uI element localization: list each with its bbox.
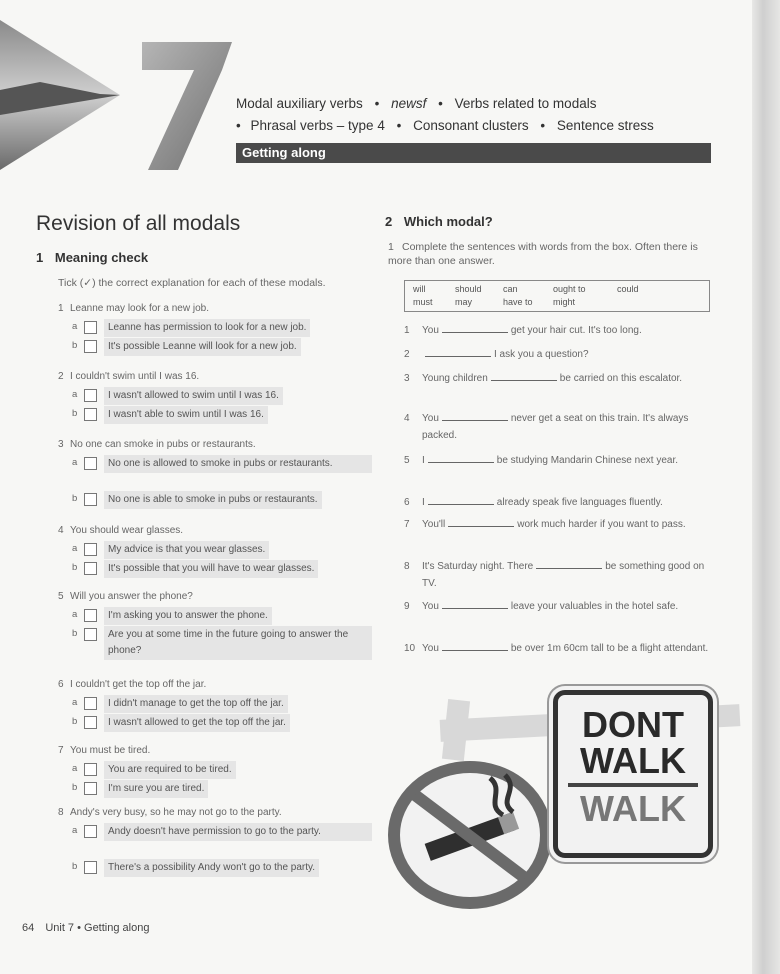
answer-option bbox=[64, 490, 368, 509]
book-spine bbox=[752, 0, 780, 974]
option-letter: a bbox=[72, 389, 78, 400]
sentence-number: 4 bbox=[404, 413, 410, 424]
question-stem bbox=[58, 368, 368, 386]
answer-option bbox=[64, 760, 368, 779]
topic-phrasal-verbs: Phrasal verbs – type 4 bbox=[250, 118, 385, 133]
word: might bbox=[553, 297, 576, 307]
tick-checkbox[interactable] bbox=[84, 763, 97, 776]
sentence-before: You bbox=[422, 413, 439, 424]
question-stem bbox=[58, 676, 368, 694]
sentence-text bbox=[404, 452, 710, 469]
question-item bbox=[58, 368, 368, 424]
topic-related-verbs: Verbs related to modals bbox=[454, 96, 597, 111]
word: will bbox=[413, 284, 426, 294]
option-letter: b bbox=[72, 493, 78, 504]
answer-option bbox=[64, 386, 368, 405]
exercise-2-instruction bbox=[388, 240, 708, 268]
tick-checkbox[interactable] bbox=[84, 697, 97, 710]
tick-checkbox[interactable] bbox=[84, 825, 97, 838]
sentence-number: 6 bbox=[404, 497, 410, 508]
sentence-text bbox=[404, 516, 710, 533]
option-text: Andy doesn't have permission to go to the party. bbox=[104, 823, 372, 841]
sentence-number: 1 bbox=[404, 325, 410, 336]
gap-fill-sentence bbox=[404, 494, 710, 511]
option-text: It's possible Leanne will look for a new job. bbox=[104, 338, 301, 356]
option-text: There's a possibility Andy won't go to the party. bbox=[104, 859, 319, 877]
option-letter: a bbox=[72, 457, 78, 468]
tick-checkbox[interactable] bbox=[84, 628, 97, 641]
sentence-number: 10 bbox=[404, 643, 416, 654]
answer-option bbox=[64, 822, 368, 858]
gap-fill-sentence bbox=[404, 410, 710, 444]
option-text: Are you at some time in the future going to answer the phone? bbox=[104, 626, 372, 660]
question-number: 7 bbox=[58, 745, 64, 756]
tick-checkbox[interactable] bbox=[84, 321, 97, 334]
unit-topics bbox=[236, 96, 654, 140]
footer-label: Unit 7 • Getting along bbox=[45, 922, 150, 934]
answer-blank[interactable] bbox=[442, 322, 508, 333]
option-letter: b bbox=[72, 562, 78, 573]
sentence-after: be over 1m 60cm tall to be a flight attendant. bbox=[510, 643, 709, 654]
bullet: • bbox=[438, 96, 443, 111]
word: may bbox=[455, 297, 473, 307]
question-number: 3 bbox=[58, 439, 64, 450]
gap-fill-sentence bbox=[404, 346, 710, 363]
unit-number-graphic bbox=[120, 22, 235, 172]
answer-option bbox=[64, 779, 368, 798]
option-letter: b bbox=[72, 716, 78, 727]
topic-modal-auxiliary-verbs: Modal auxiliary verbs bbox=[236, 96, 363, 111]
topic-consonant-clusters: Consonant clusters bbox=[413, 118, 529, 133]
sentence-after: get your hair cut. It's too long. bbox=[510, 325, 642, 336]
tick-checkbox[interactable] bbox=[84, 340, 97, 353]
question-item bbox=[58, 676, 368, 732]
option-text: I wasn't able to swim until I was 16. bbox=[104, 406, 268, 424]
tick-checkbox[interactable] bbox=[84, 562, 97, 575]
question-item bbox=[58, 300, 368, 356]
sentence-after: leave your valuables in the hotel safe. bbox=[510, 601, 679, 612]
sentence-before: You bbox=[422, 601, 439, 612]
question-stem bbox=[58, 804, 368, 822]
gap-fill-sentence bbox=[404, 370, 710, 387]
topic-sentence-stress: Sentence stress bbox=[556, 118, 654, 133]
sign-line-3: WALK bbox=[580, 788, 686, 829]
tick-checkbox[interactable] bbox=[84, 716, 97, 729]
word: must bbox=[413, 297, 433, 307]
answer-option bbox=[64, 559, 368, 578]
sentence-number: 5 bbox=[404, 455, 410, 466]
bullet: • bbox=[540, 118, 546, 133]
sentence-number: 7 bbox=[404, 519, 410, 530]
tick-checkbox[interactable] bbox=[84, 861, 97, 874]
sentence-text bbox=[404, 640, 710, 657]
option-letter: b bbox=[72, 782, 78, 793]
answer-option bbox=[64, 318, 368, 337]
sentence-after: never get a seat on this train. It's always packed. bbox=[422, 413, 689, 441]
sentence-after: be something good on TV. bbox=[422, 561, 705, 589]
answer-blank[interactable] bbox=[442, 640, 508, 651]
bullet: • bbox=[374, 96, 380, 111]
option-text: My advice is that you wear glasses. bbox=[104, 541, 269, 559]
question-item bbox=[58, 804, 368, 877]
word: ought to bbox=[553, 284, 586, 294]
question-stem bbox=[58, 300, 368, 318]
answer-option bbox=[64, 713, 368, 732]
gap-fill-sentence bbox=[404, 598, 710, 615]
option-letter: b bbox=[72, 628, 78, 639]
question-item bbox=[58, 588, 368, 661]
sign-line-1: DONT bbox=[582, 704, 684, 745]
option-letter: b bbox=[72, 340, 78, 351]
word: have to bbox=[503, 297, 533, 307]
dont-walk-sign bbox=[553, 690, 713, 858]
gap-fill-sentence bbox=[404, 452, 710, 469]
word: could bbox=[617, 284, 639, 294]
sentence-before: It's Saturday night. There bbox=[422, 561, 534, 572]
option-letter: a bbox=[72, 763, 78, 774]
question-text: No one can smoke in pubs or restaurants. bbox=[70, 439, 256, 450]
sentence-after: be studying Mandarin Chinese next year. bbox=[496, 455, 679, 466]
instruction-number: 1 bbox=[388, 241, 394, 253]
gap-fill-sentence bbox=[404, 558, 710, 592]
instruction-text: Complete the sentences with words from the box. Often there is more than one answer. bbox=[388, 241, 698, 267]
answer-blank[interactable] bbox=[442, 410, 508, 421]
option-letter: a bbox=[72, 609, 78, 620]
no-smoking-icon bbox=[385, 760, 555, 910]
sentence-text bbox=[404, 322, 710, 339]
tape-strip bbox=[442, 699, 470, 761]
answer-option bbox=[64, 625, 368, 661]
question-text: You must be tired. bbox=[70, 745, 151, 756]
option-text: I'm asking you to answer the phone. bbox=[104, 607, 272, 625]
exercise-1-heading bbox=[36, 250, 148, 265]
section-title: Revision of all modals bbox=[36, 212, 241, 235]
sentence-number: 9 bbox=[404, 601, 410, 612]
option-letter: a bbox=[72, 697, 78, 708]
exercise-number: 1 bbox=[36, 250, 44, 265]
question-number: 4 bbox=[58, 525, 64, 536]
sentence-before: Young children bbox=[422, 373, 488, 384]
answer-option bbox=[64, 405, 368, 424]
option-text: It's possible that you will have to wear glasses. bbox=[104, 560, 318, 578]
sentence-text bbox=[404, 598, 710, 615]
sentence-number: 2 bbox=[404, 349, 410, 360]
bullet: • bbox=[396, 118, 402, 133]
option-text: No one is able to smoke in pubs or restaurants. bbox=[104, 491, 322, 509]
answer-option bbox=[64, 454, 368, 490]
question-number: 8 bbox=[58, 807, 64, 818]
option-text: I wasn't allowed to get the top off the jar. bbox=[104, 714, 290, 732]
sentence-before: You bbox=[422, 643, 439, 654]
option-letter: a bbox=[72, 543, 78, 554]
question-text: I couldn't swim until I was 16. bbox=[70, 371, 200, 382]
answer-blank[interactable] bbox=[491, 370, 557, 381]
sentence-text bbox=[404, 494, 710, 511]
sentence-after: I ask you a question? bbox=[494, 349, 589, 360]
question-item bbox=[58, 522, 368, 578]
question-text: Leanne may look for a new job. bbox=[70, 303, 209, 314]
sentence-before: You bbox=[422, 325, 439, 336]
topic-new: newsf bbox=[391, 96, 427, 111]
question-text: Andy's very busy, so he may not go to the party. bbox=[70, 807, 282, 818]
question-item bbox=[58, 436, 368, 509]
answer-blank[interactable] bbox=[428, 494, 494, 505]
question-stem bbox=[58, 742, 368, 760]
word-box bbox=[404, 280, 710, 312]
exercise-title: Which modal? bbox=[403, 214, 493, 229]
exercise-number: 2 bbox=[385, 214, 393, 229]
question-stem bbox=[58, 436, 368, 454]
answer-option bbox=[64, 694, 368, 713]
answer-option bbox=[64, 337, 368, 356]
option-text: You are required to be tired. bbox=[104, 761, 236, 779]
question-text: I couldn't get the top off the jar. bbox=[70, 679, 207, 690]
gap-fill-sentence bbox=[404, 640, 710, 657]
page-number: 64 bbox=[22, 922, 35, 934]
question-text: You should wear glasses. bbox=[70, 525, 184, 536]
question-text: Will you answer the phone? bbox=[70, 591, 193, 602]
gap-fill-sentence bbox=[404, 516, 710, 533]
option-letter: a bbox=[72, 825, 78, 836]
sentence-text bbox=[404, 410, 710, 444]
tick-checkbox[interactable] bbox=[84, 609, 97, 622]
question-number: 2 bbox=[58, 371, 64, 382]
word: should bbox=[455, 284, 482, 294]
question-item bbox=[58, 742, 368, 798]
option-letter: b bbox=[72, 408, 78, 419]
option-letter: a bbox=[72, 321, 78, 332]
option-text: Leanne has permission to look for a new job. bbox=[104, 319, 310, 337]
exercise-2-heading bbox=[385, 214, 493, 229]
question-stem bbox=[58, 522, 368, 540]
answer-option bbox=[64, 858, 368, 877]
sentence-before: I bbox=[422, 455, 425, 466]
question-stem bbox=[58, 588, 368, 606]
sentence-after: be carried on this escalator. bbox=[559, 373, 683, 384]
unit-title-banner: Getting along bbox=[236, 143, 711, 163]
answer-blank[interactable] bbox=[448, 516, 514, 527]
question-number: 1 bbox=[58, 303, 64, 314]
page-footer bbox=[22, 922, 149, 934]
option-text: I wasn't allowed to swim until I was 16. bbox=[104, 387, 283, 405]
sign-line-2: WALK bbox=[580, 740, 686, 781]
tick-checkbox[interactable] bbox=[84, 543, 97, 556]
answer-blank[interactable] bbox=[536, 558, 602, 569]
sentence-before: You'll bbox=[422, 519, 446, 530]
sentence-before: I bbox=[422, 497, 425, 508]
exercise-title: Meaning check bbox=[54, 250, 149, 265]
option-letter: b bbox=[72, 861, 78, 872]
exercise-1-instruction: Tick (✓) the correct explanation for each of these modals. bbox=[58, 277, 326, 289]
sentence-text bbox=[404, 558, 710, 592]
answer-blank[interactable] bbox=[425, 346, 491, 357]
tick-checkbox[interactable] bbox=[84, 457, 97, 470]
sentence-text bbox=[404, 370, 710, 387]
sentence-after: work much harder if you want to pass. bbox=[517, 519, 686, 530]
bullet: • bbox=[236, 118, 241, 133]
tick-checkbox[interactable] bbox=[84, 782, 97, 795]
answer-blank[interactable] bbox=[428, 452, 494, 463]
tick-checkbox[interactable] bbox=[84, 389, 97, 402]
tick-checkbox[interactable] bbox=[84, 408, 97, 421]
option-text: No one is allowed to smoke in pubs or restaurants. bbox=[104, 455, 372, 473]
answer-option bbox=[64, 606, 368, 625]
sentence-after: already speak five languages fluently. bbox=[496, 497, 663, 508]
option-text: I'm sure you are tired. bbox=[104, 780, 208, 798]
sentence-text bbox=[404, 346, 710, 363]
question-number: 6 bbox=[58, 679, 64, 690]
gap-fill-sentence bbox=[404, 322, 710, 339]
word: can bbox=[503, 284, 518, 294]
answer-blank[interactable] bbox=[442, 598, 508, 609]
option-text: I didn't manage to get the top off the jar. bbox=[104, 695, 288, 713]
question-number: 5 bbox=[58, 591, 64, 602]
answer-option bbox=[64, 540, 368, 559]
sign-divider bbox=[568, 783, 698, 787]
sentence-number: 3 bbox=[404, 373, 410, 384]
chapter-photo bbox=[0, 20, 120, 170]
tick-checkbox[interactable] bbox=[84, 493, 97, 506]
sentence-number: 8 bbox=[404, 561, 410, 572]
